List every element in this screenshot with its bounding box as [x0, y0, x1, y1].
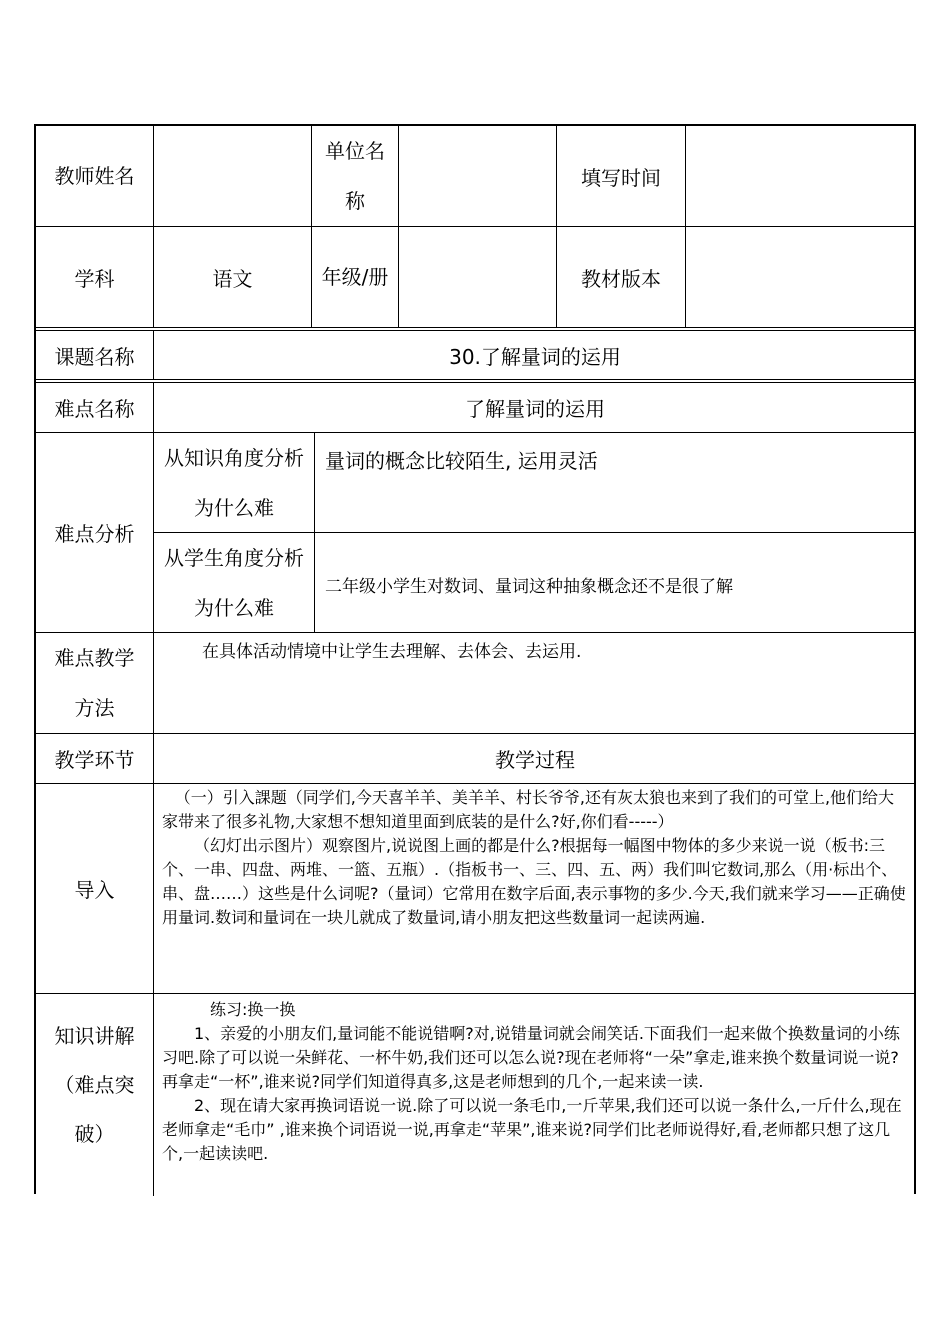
process-header: 教学过程 [154, 734, 916, 784]
grade-value[interactable] [399, 227, 557, 328]
stage-header: 教学环节 [36, 734, 154, 784]
teacher-name-value[interactable] [154, 126, 312, 227]
topic-value: 30.了解量词的运用 [154, 331, 916, 380]
intro-paragraph-1: （一）引入課题（同学们,今天喜羊羊、美羊羊、村长爷爷,还有灰太狼也来到了我们的可堂上,他们给大家带来了很多礼物,大家想不想知道里面到底装的是什么?好,你们看-----） [162, 788, 895, 831]
student-angle-value: 二年级小学生对数词、量词这种抽象概念还不是很了解 [315, 533, 916, 633]
knowledge-paragraph-1: 1、亲爱的小朋友们,量词能不能说错啊?对,说错量词就会闹笑话.下面我们一起来做个换数量词的小练习吧.除了可以说一朵鲜花、一杯牛奶,我们还可以怎么说?现在老师将“一朵”拿走,谁来换个数量词说一说?再拿走“一杯”,谁来说?同学们知道得真多,这是老师想到的几个,一起来读一读. [162, 1024, 900, 1091]
analysis-label: 难点分析 [36, 433, 154, 633]
intro-content [154, 784, 916, 994]
knowledge-paragraph-0: 练习:换一换 [210, 1000, 296, 1019]
student-angle-label: 从学生角度分析为什么难 [154, 533, 315, 633]
unit-name-value[interactable] [399, 126, 557, 227]
method-value: 在具体活动情境中让学生去理解、去体会、去运用. [154, 633, 916, 734]
intro-paragraph-2: （幻灯出示图片）观察图片,说说图上画的都是什么?根据每一幅图中物体的多少来说一说（板书:三个、一串、四盘、两堆、一篮、五瓶）.（指板书一、三、四、五、两）我们叫它数词,那么（用·标出个、串、盘……）这些是什么词呢?（量词）它常用在数字后面,表示事物的多少.今天,我们就来学习——正确使用量词.数词和量词在一块儿就成了数量词,请小朋友把这些数量词一起读两遍. [162, 836, 906, 927]
knowledge-angle-label: 从知识角度分析为什么难 [154, 433, 315, 533]
textbook-label: 教材版本 [557, 227, 686, 328]
grade-label: 年级/册 [312, 227, 399, 328]
knowledge-paragraph-2: 2、现在请大家再换词语说一说.除了可以说一条毛巾,一斤苹果,我们还可以说一条什么,一斤什么,现在老师拿走“毛巾” ,谁来换个词语说一说,再拿走“苹果”,谁来说?同学们比老师说得好,看,老师都只想了这几个,一起读读吧. [162, 1096, 902, 1163]
fill-time-value[interactable] [686, 126, 916, 227]
fill-time-label: 填写时间 [557, 126, 686, 227]
knowledge-label: 知识讲解（难点突破） [36, 994, 154, 1196]
method-label: 难点教学方法 [36, 633, 154, 734]
knowledge-angle-value: 量词的概念比较陌生, 运用灵活 [315, 433, 916, 533]
intro-label: 导入 [36, 784, 154, 994]
unit-name-label: 单位名称 [312, 126, 399, 227]
teacher-name-label: 教师姓名 [36, 126, 154, 227]
textbook-value[interactable] [686, 227, 916, 328]
subject-value: 语文 [154, 227, 312, 328]
subject-label: 学科 [36, 227, 154, 328]
topic-label: 课题名称 [36, 331, 154, 380]
difficulty-value: 了解量词的运用 [154, 383, 916, 433]
difficulty-label: 难点名称 [36, 383, 154, 433]
lesson-plan-table [34, 124, 916, 1194]
knowledge-content [154, 994, 916, 1196]
